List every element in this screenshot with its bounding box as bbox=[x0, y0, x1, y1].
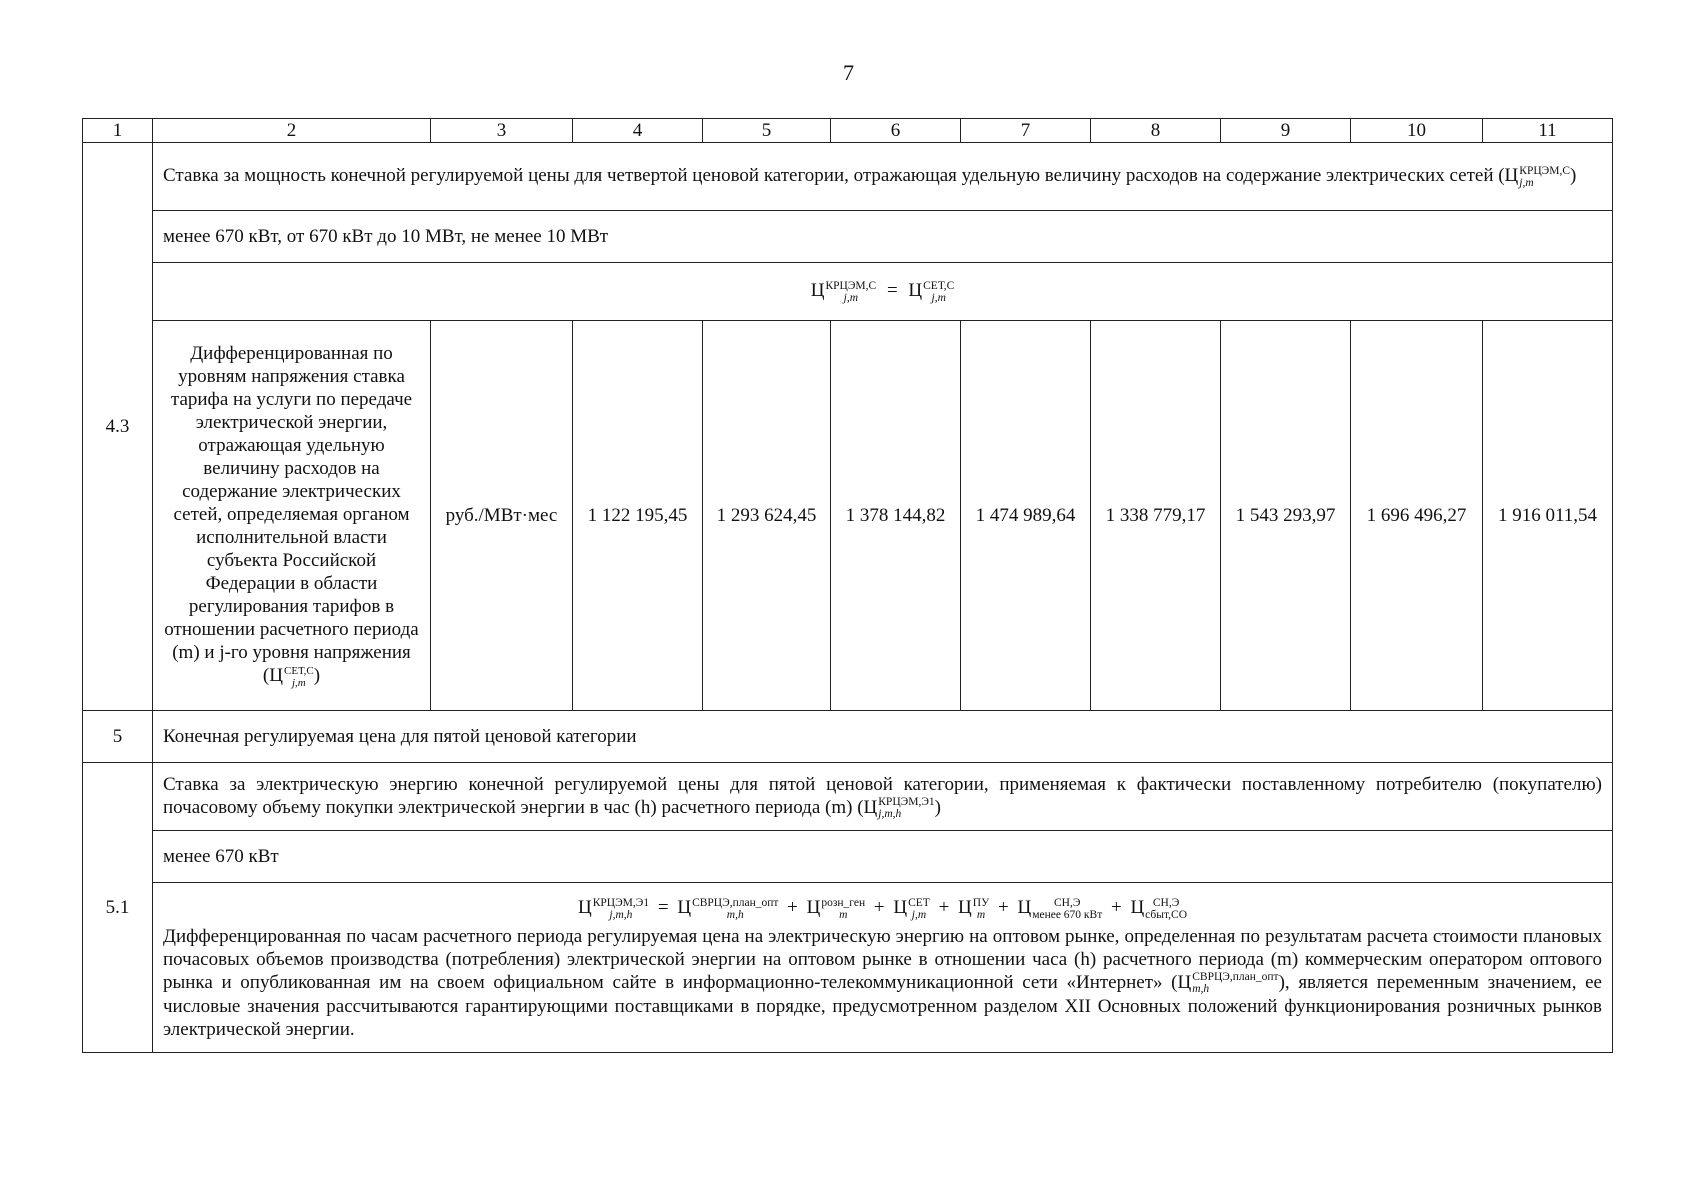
row-number-5-1: 5.1 bbox=[83, 763, 153, 1053]
row-number-5: 5 bbox=[83, 711, 153, 763]
section-title-4-3: Ставка за мощность конечной регулируемой цены для четвертой ценовой категории, отражающая удельную величину расходов на содержание электрических сетей (Ц КРЦЭМ,С j,m ) bbox=[153, 143, 1613, 211]
value-cell: 1 293 624,45 bbox=[703, 321, 831, 711]
value-cell: 1 696 496,27 bbox=[1351, 321, 1483, 711]
header-cell: 11 bbox=[1483, 119, 1613, 143]
header-cell: 10 bbox=[1351, 119, 1483, 143]
formula-and-definition-5-1 bbox=[153, 883, 1613, 1053]
tariff-description-4-3: Дифференцированная по уровням напряжения ставка тарифа на услуги по передаче электрической энергии, отражающая удельную величину расходов на содержание электрических сетей, определяемая органом исполнительной власти субъекта Российской Федерации в области регулирования тарифов в отношении расчетного периода (m) и j-го уровня напряжения (Ц СЕТ,С j,m ) bbox=[153, 321, 431, 711]
header-cell: 2 bbox=[153, 119, 431, 143]
header-cell: 7 bbox=[961, 119, 1091, 143]
tariff-table bbox=[82, 118, 1613, 1053]
value-cell: 1 474 989,64 bbox=[961, 321, 1091, 711]
page-number: 7 bbox=[843, 60, 854, 85]
header-row bbox=[83, 119, 1613, 143]
definition-paragraph-5-1: Дифференцированная по часам расчетного периода регулируемая цена на электрическую энергию на оптовом рынке, определенная по результатам расчета стоимости плановых почасовых объемов производства (потребления) электрической энергии на оптовом рынке в отношении часа (h) расчетного периода (m) коммерческим оператором оптового рынка и опубликованная им на своем официальном сайте в информационно-телекоммуникационной сети «Интернет» (Ц СВРЦЭ,план_опт m,h ), является переменным значением, ее числовые значения рассчитываются гарантирующими поставщиками в порядке, предусмотренном разделом XII Основных положений функционирования розничных рынков электрической энергии. bbox=[163, 925, 1602, 1041]
value-cell: 1 122 195,45 bbox=[573, 321, 703, 711]
capacity-range-5-1: менее 670 кВт bbox=[153, 831, 1613, 883]
value-cell: 1 916 011,54 bbox=[1483, 321, 1613, 711]
section-title-5: Конечная регулируемая цена для пятой ценовой категории bbox=[153, 711, 1613, 763]
value-cell: 1 378 144,82 bbox=[831, 321, 961, 711]
section-title-5-1: Ставка за электрическую энергию конечной регулируемой цены для пятой ценовой категории, применяемая к фактически поставленному потребителю (покупателю) почасовому объему покупки электрической энергии в час (h) расчетного периода (m) (Ц КРЦЭМ,Э1 j,m,h ) bbox=[153, 763, 1613, 831]
row-number-4-3: 4.3 bbox=[83, 143, 153, 711]
value-cell: 1 543 293,97 bbox=[1221, 321, 1351, 711]
header-cell: 3 bbox=[431, 119, 573, 143]
header-cell: 5 bbox=[703, 119, 831, 143]
capacity-range-4-3: менее 670 кВт, от 670 кВт до 10 МВт, не менее 10 МВт bbox=[153, 211, 1613, 263]
formula-4-3: Ц КРЦЭМ,С j,m = Ц СЕТ,С j,m bbox=[153, 263, 1613, 321]
value-cell: 1 338 779,17 bbox=[1091, 321, 1221, 711]
header-cell: 6 bbox=[831, 119, 961, 143]
header-cell: 8 bbox=[1091, 119, 1221, 143]
unit-cell: руб./МВт·мес bbox=[431, 321, 573, 711]
header-cell: 9 bbox=[1221, 119, 1351, 143]
formula-5-1: Ц КРЦЭМ,Э1 j,m,h = Ц СВРЦЭ,план_опт m,h + Ц розн_ген m + Ц СЕТ j,m + Ц ПУ m + Ц СН,Э менее 670 кВт + Ц СН,Э сбыт,СО bbox=[577, 896, 1188, 921]
header-cell: 4 bbox=[573, 119, 703, 143]
header-cell: 1 bbox=[83, 119, 153, 143]
